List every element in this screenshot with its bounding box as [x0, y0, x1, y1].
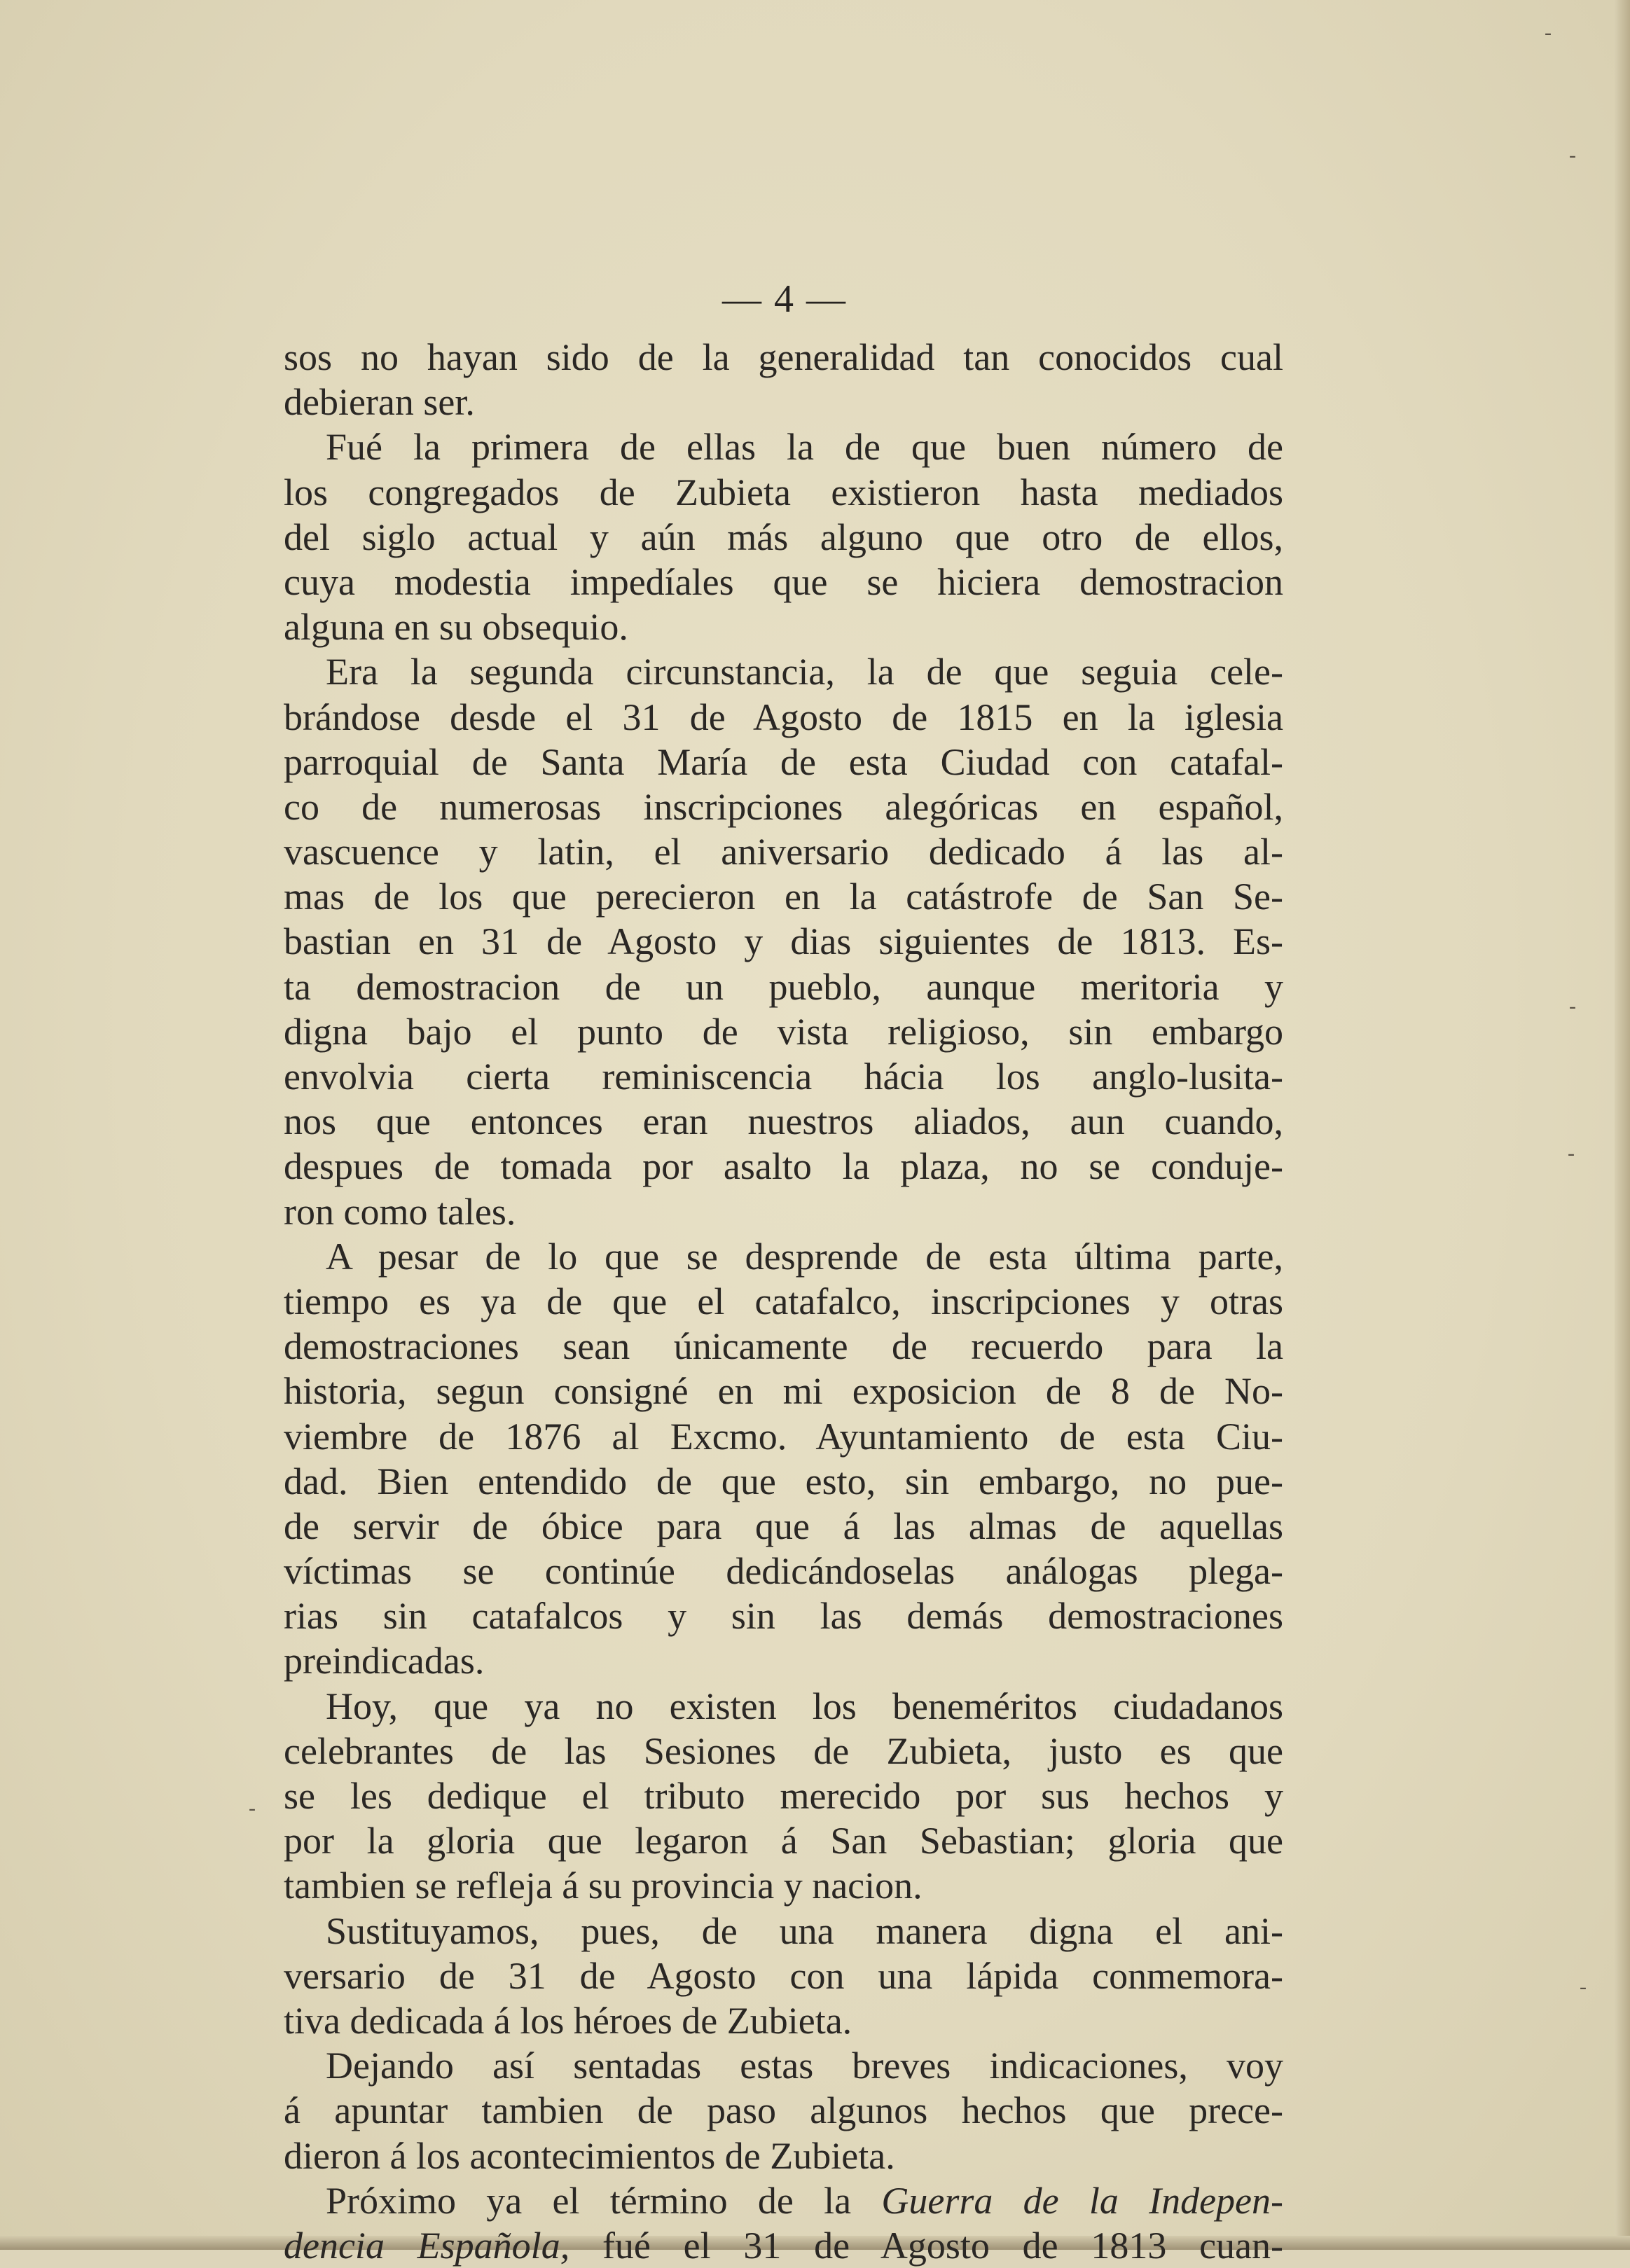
text-line: celebrantes de las Sesiones de Zubieta, justo es que: [284, 1729, 1283, 1772]
text-line: alguna en su obsequio.: [284, 606, 628, 649]
text-line: envolvia cierta reminiscencia hácia los anglo-lusita-: [284, 1056, 1283, 1098]
text-line: dieron á los acontecimientos de Zubieta.: [284, 2134, 895, 2177]
speck-mark: -: [1569, 144, 1576, 167]
text-line: del siglo actual y aún más alguno que otro de ellos,: [284, 516, 1283, 558]
text-line: historia, segun consigné en mi exposicion de 8 de No-: [284, 1370, 1283, 1413]
text-line: cuya modestia impedíales que se hiciera demostracion: [284, 560, 1283, 603]
text-line: bastian en 31 de Agosto y dias siguientes de 1813. Es-: [284, 920, 1283, 963]
text-line: digna bajo el punto de vista religioso, sin embargo: [284, 1010, 1283, 1053]
page-number: — 4 —: [722, 277, 847, 321]
text-line: versario de 31 de Agosto con una lápida conmemora-: [284, 1954, 1283, 1997]
text-line: rias sin catafalcos y sin las demás demostraciones: [284, 1595, 1283, 1638]
text-line: ron como tales.: [284, 1190, 516, 1233]
body-text: [284, 335, 1283, 2268]
speck-mark: -: [1568, 1142, 1575, 1165]
text-line: tiva dedicada á los héroes de Zubieta.: [284, 1999, 852, 2042]
text-line: A pesar de lo que se desprende de esta última parte,: [326, 1235, 1283, 1278]
speck-mark: -: [1545, 21, 1552, 44]
text-line: Era la segunda circunstancia, la de que seguia cele-: [326, 651, 1283, 693]
text-line: vascuence y latin, el aniversario dedicado á las al-: [284, 831, 1283, 873]
speck-mark: -: [249, 1797, 256, 1820]
text-line: parroquial de Santa María de esta Ciudad con catafal-: [284, 740, 1283, 783]
text-line: de servir de óbice para que á las almas de aquellas: [284, 1505, 1283, 1547]
text-line: Próximo ya el término de la Guerra de la Indepen-: [326, 2179, 1283, 2222]
text-line: debieran ser.: [284, 381, 475, 424]
text-line: sos no hayan sido de la generalidad tan conocidos cual: [284, 336, 1283, 378]
text-line: ta demostracion de un pueblo, aunque meritoria y: [284, 965, 1283, 1008]
text-line: se les dedique el tributo merecido por sus hechos y: [284, 1775, 1283, 1817]
text-line: viembre de 1876 al Excmo. Ayuntamiento de esta Ciu-: [284, 1415, 1283, 1458]
text-line: víctimas se continúe dedicándoselas análogas plega-: [284, 1550, 1283, 1593]
text-line: mas de los que perecieron en la catástrofe de San Se-: [284, 876, 1283, 918]
text-line: co de numerosas inscripciones alegóricas en español,: [284, 785, 1283, 828]
text-line: preindicadas.: [284, 1640, 485, 1682]
text-line: los congregados de Zubieta existieron hasta mediados: [284, 471, 1283, 513]
page-edge-shadow: [1615, 0, 1630, 2250]
text-line: brándose desde el 31 de Agosto de 1815 en la iglesia: [284, 696, 1283, 738]
text-line: tiempo es ya de que el catafalco, inscripciones y otras: [284, 1280, 1283, 1322]
text-line: Hoy, que ya no existen los beneméritos ciudadanos: [326, 1685, 1283, 1727]
speck-mark: -: [1569, 995, 1576, 1018]
text-line: Dejando así sentadas estas breves indicaciones, voy: [326, 2045, 1283, 2087]
text-line: Fué la primera de ellas la de que buen número de: [326, 426, 1283, 469]
text-line: dad. Bien entendido de que esto, sin embargo, no pue-: [284, 1460, 1283, 1502]
text-line: á apuntar tambien de paso algunos hechos que prece-: [284, 2089, 1283, 2132]
text-line: nos que entonces eran nuestros aliados, aun cuando,: [284, 1100, 1283, 1143]
text-line: Sustituyamos, pues, de una manera digna el ani-: [326, 1909, 1283, 1952]
text-line: dencia Española, fué el 31 de Agosto de 1813 cuan-: [284, 2224, 1283, 2267]
text-line: despues de tomada por asalto la plaza, no se conduje-: [284, 1145, 1283, 1188]
text-line: tambien se refleja á su provincia y nacion.: [284, 1865, 923, 1907]
speck-mark: -: [1580, 1975, 1587, 1998]
text-line: por la gloria que legaron á San Sebastian; gloria que: [284, 1820, 1283, 1862]
text-line: demostraciones sean únicamente de recuerdo para la: [284, 1325, 1283, 1368]
